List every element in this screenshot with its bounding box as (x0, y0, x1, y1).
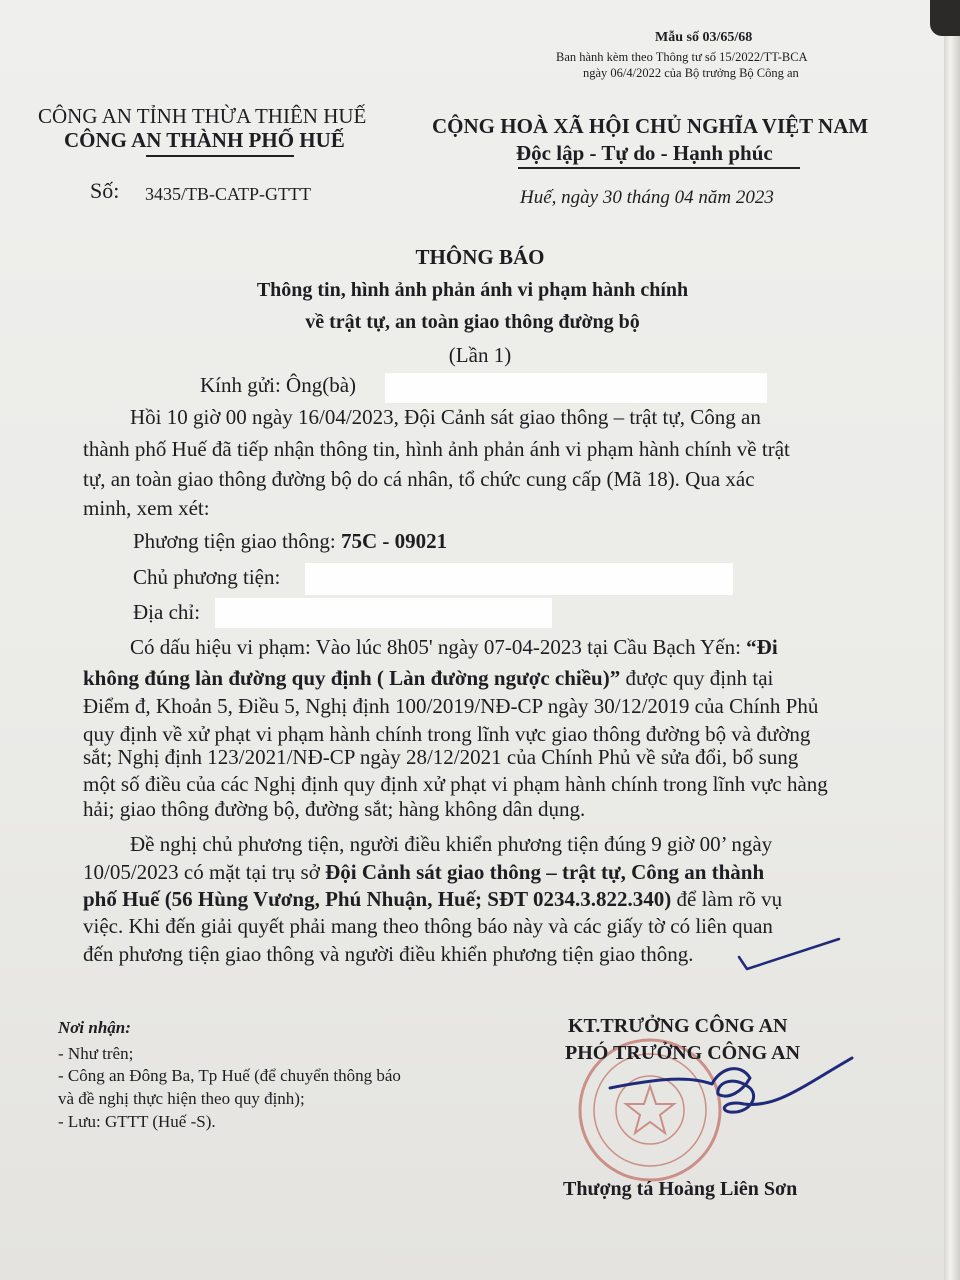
redacted-owner (305, 563, 733, 595)
signer-title-2: PHÓ TRƯỞNG CÔNG AN (565, 1042, 801, 1064)
recipient-item-4: - Lưu: GTTT (Huế -S). (58, 1112, 216, 1131)
agency-parent: CÔNG AN TỈNH THỪA THIÊN HUẾ (38, 104, 367, 128)
request-line-1: Đề nghị chủ phương tiện, người điều khiển phương tiện đúng 9 giờ 00’ ngày (130, 832, 773, 856)
subtitle-line-1: Thông tin, hình ảnh phản ánh vi phạm hành chính (256, 279, 689, 301)
address-label: Địa chỉ: (133, 600, 201, 624)
violation-bold-start: “Đi (746, 635, 778, 659)
intro-line-1: Hồi 10 giờ 00 ngày 16/04/2023, Đội Cảnh sát giao thông – trật tự, Công an (130, 405, 761, 429)
redacted-address (215, 598, 552, 628)
violation-line-3: Điểm đ, Khoản 5, Điều 5, Nghị định 100/2019/NĐ-CP ngày 30/12/2019 của Chính Phủ (83, 694, 819, 718)
motto-underline (518, 167, 800, 169)
request-line-2 (83, 860, 764, 885)
signer-name: Thượng tá Hoàng Liên Sơn (563, 1178, 798, 1200)
subtitle-line-2: về trật tự, an toàn giao thông đường bộ (305, 311, 640, 333)
signer-title-1: KT.TRƯỞNG CÔNG AN (568, 1015, 788, 1037)
intro-line-4: minh, xem xét: (83, 496, 210, 520)
request-prefix: 10/05/2023 có mặt tại trụ sở (83, 860, 326, 884)
place-date: Huế, ngày 30 tháng 04 năm 2023 (520, 187, 774, 208)
nation-name: CỘNG HOÀ XÃ HỘI CHỦ NGHĨA VIỆT NAM (432, 114, 869, 138)
violation-line-2 (83, 666, 773, 691)
request-suffix: để làm rõ vụ (671, 887, 783, 911)
doc-number-label: Số: (90, 178, 120, 203)
recipient-item-3: và đề nghị thực hiện theo quy định); (58, 1089, 305, 1108)
agency-underline (146, 155, 294, 157)
page-edge (944, 0, 960, 1280)
request-line-5: đến phương tiện giao thông và người điều khiển phương tiện giao thông. (83, 942, 694, 966)
intro-line-3: tự, an toàn giao thông đường bộ do cá nhân, tổ chức cung cấp (Mã 18). Qua xác (83, 467, 755, 491)
violation-prefix: Có dấu hiệu vi phạm: Vào lúc 8h05' ngày 07-04-2023 tại Cầu Bạch Yến: (130, 635, 747, 659)
redacted-recipient (385, 373, 767, 403)
recipient-label: Kính gửi: Ông(bà) (200, 373, 357, 397)
owner-label: Chủ phương tiện: (133, 565, 281, 589)
violation-suffix: được quy định tại (620, 666, 774, 690)
violation-line-4: quy định về xử phạt vi phạm hành chính trong lĩnh vực giao thông đường bộ và đường (83, 722, 811, 746)
intro-line-2: thành phố Huế đã tiếp nhận thông tin, hình ảnh phản ánh vi phạm hành chính về trật (83, 437, 790, 461)
document-title: THÔNG BÁO (415, 245, 545, 269)
form-code: Mẫu số 03/65/68 (655, 30, 753, 45)
recipient-item-2: - Công an Đông Ba, Tp Huế (để chuyển thông báo (58, 1066, 401, 1085)
check-mark-icon (735, 935, 845, 975)
vehicle-label: Phương tiện giao thông: (133, 529, 336, 553)
request-line-4: việc. Khi đến giải quyết phải mang theo thông báo này và các giấy tờ có liên quan (83, 914, 773, 938)
recipient-item-1: - Như trên; (58, 1044, 134, 1063)
handwritten-signature (600, 1048, 860, 1138)
violation-line-1 (130, 635, 778, 660)
agency-name: CÔNG AN THÀNH PHỐ HUẾ (64, 128, 345, 152)
nation-motto: Độc lập - Tự do - Hạnh phúc (516, 141, 773, 165)
vehicle-line (133, 529, 447, 554)
form-issued-date: ngày 06/4/2022 của Bộ trưởng Bộ Công an (583, 66, 799, 80)
violation-line-6: một số điều của các Nghị định quy định xử phạt vi phạm hành chính trong lĩnh vực hàng (83, 772, 828, 796)
violation-line-7: hải; giao thông đường bộ, đường sắt; hàng không dân dụng. (83, 797, 586, 821)
form-issued-with: Ban hành kèm theo Thông tư số 15/2022/TT-BCA (556, 50, 808, 64)
violation-line-5: sắt; Nghị định 123/2021/NĐ-CP ngày 28/12/2021 của Chính Phủ về sửa đổi, bổ sung (83, 745, 799, 769)
request-bold-1: Đội Cảnh sát giao thông – trật tự, Công an thành (325, 860, 765, 884)
round-number: (Lần 1) (448, 343, 512, 367)
background-corner (930, 0, 960, 36)
doc-number-value: 3435/TB-CATP-GTTT (145, 184, 311, 204)
request-bold-2: phố Huế (56 Hùng Vương, Phú Nhuận, Huế; SĐT 0234.3.822.340) (83, 887, 672, 911)
request-line-3 (83, 887, 782, 912)
recipients-heading: Nơi nhận: (58, 1018, 131, 1037)
violation-bold-text: không đúng làn đường quy định ( Làn đường ngược chiều)” (83, 666, 621, 690)
vehicle-plate: 75C - 09021 (340, 529, 448, 553)
